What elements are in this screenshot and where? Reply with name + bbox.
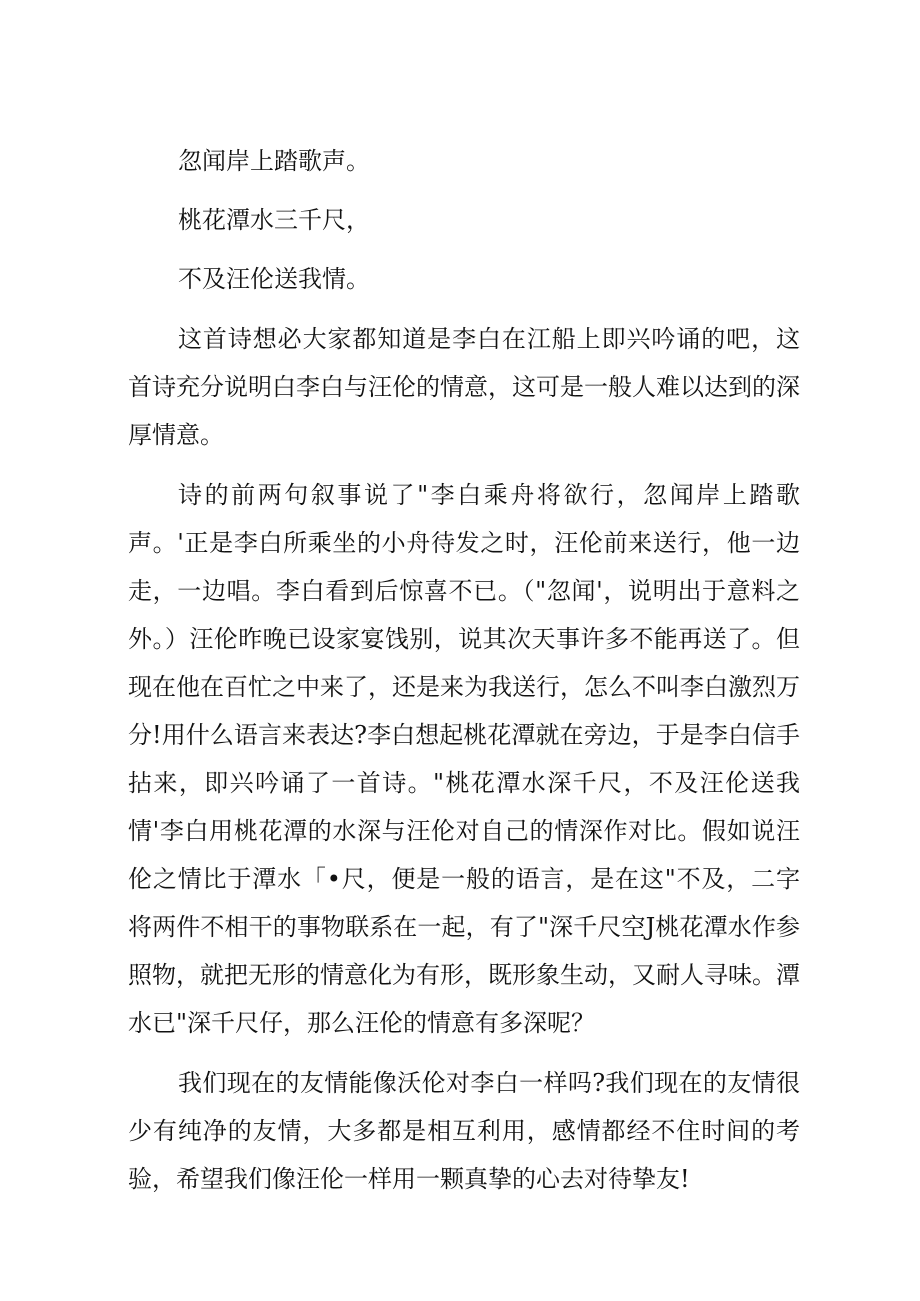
poem-line-3: 不及汪伦送我情。 [178,265,370,293]
paragraph-analysis: 诗的前两句叙事说了"李白乘舟将欲行，忽闻岸上踏歌声。'正是李白所乘坐的小舟待发之时，汪伦前来送行，他一边走，一边唱。李白看到后惊喜不已。（"忽闻'，说明出于意料之外。）汪伦昨晚已设家宴饯别，说其次天事许多不能再送了。但现在他在百忙之中来了，还是来为我送行，怎么不叫李白激烈万分!用什么语言来表达?李白想起桃花潭就在旁边，于是李白信手拈来，即兴吟诵了一首诗。"桃花潭水深千尺，不及汪伦送我情'李白用桃花潭的水深与汪伦对自己的情深作对比。假如说汪伦之情比于潭水「•尺，便是一般的语言，是在这"不及，二字将两件不相干的事物联系在一起，有了"深千尺空J桃花潭水作参照物，就把无形的情意化为有形，既形象生动，又耐人寻味。潭水已"深千尺仔，那么汪伦的情意有多深呢？ [128,481,800,1037]
paragraph-intro: 这首诗想必大家都知道是李白在江船上即兴吟诵的吧，这首诗充分说明白李白与汪伦的情意，这可是一般人难以达到的深厚情意。 [128,325,800,449]
poem-line-2: 桃花潭水三千尺， [178,206,370,234]
poem-line-1: 忽闻岸上踏歌声。 [178,147,370,175]
document-body [128,137,800,1203]
paragraph-reflection: 我们现在的友情能像沃伦对李白一样吗?我们现在的友情很少有纯净的友情，大多都是相互利用，感情都经不住时间的考验，希望我们像汪伦一样用一颗真挚的心去对待挚友! [128,1069,800,1193]
